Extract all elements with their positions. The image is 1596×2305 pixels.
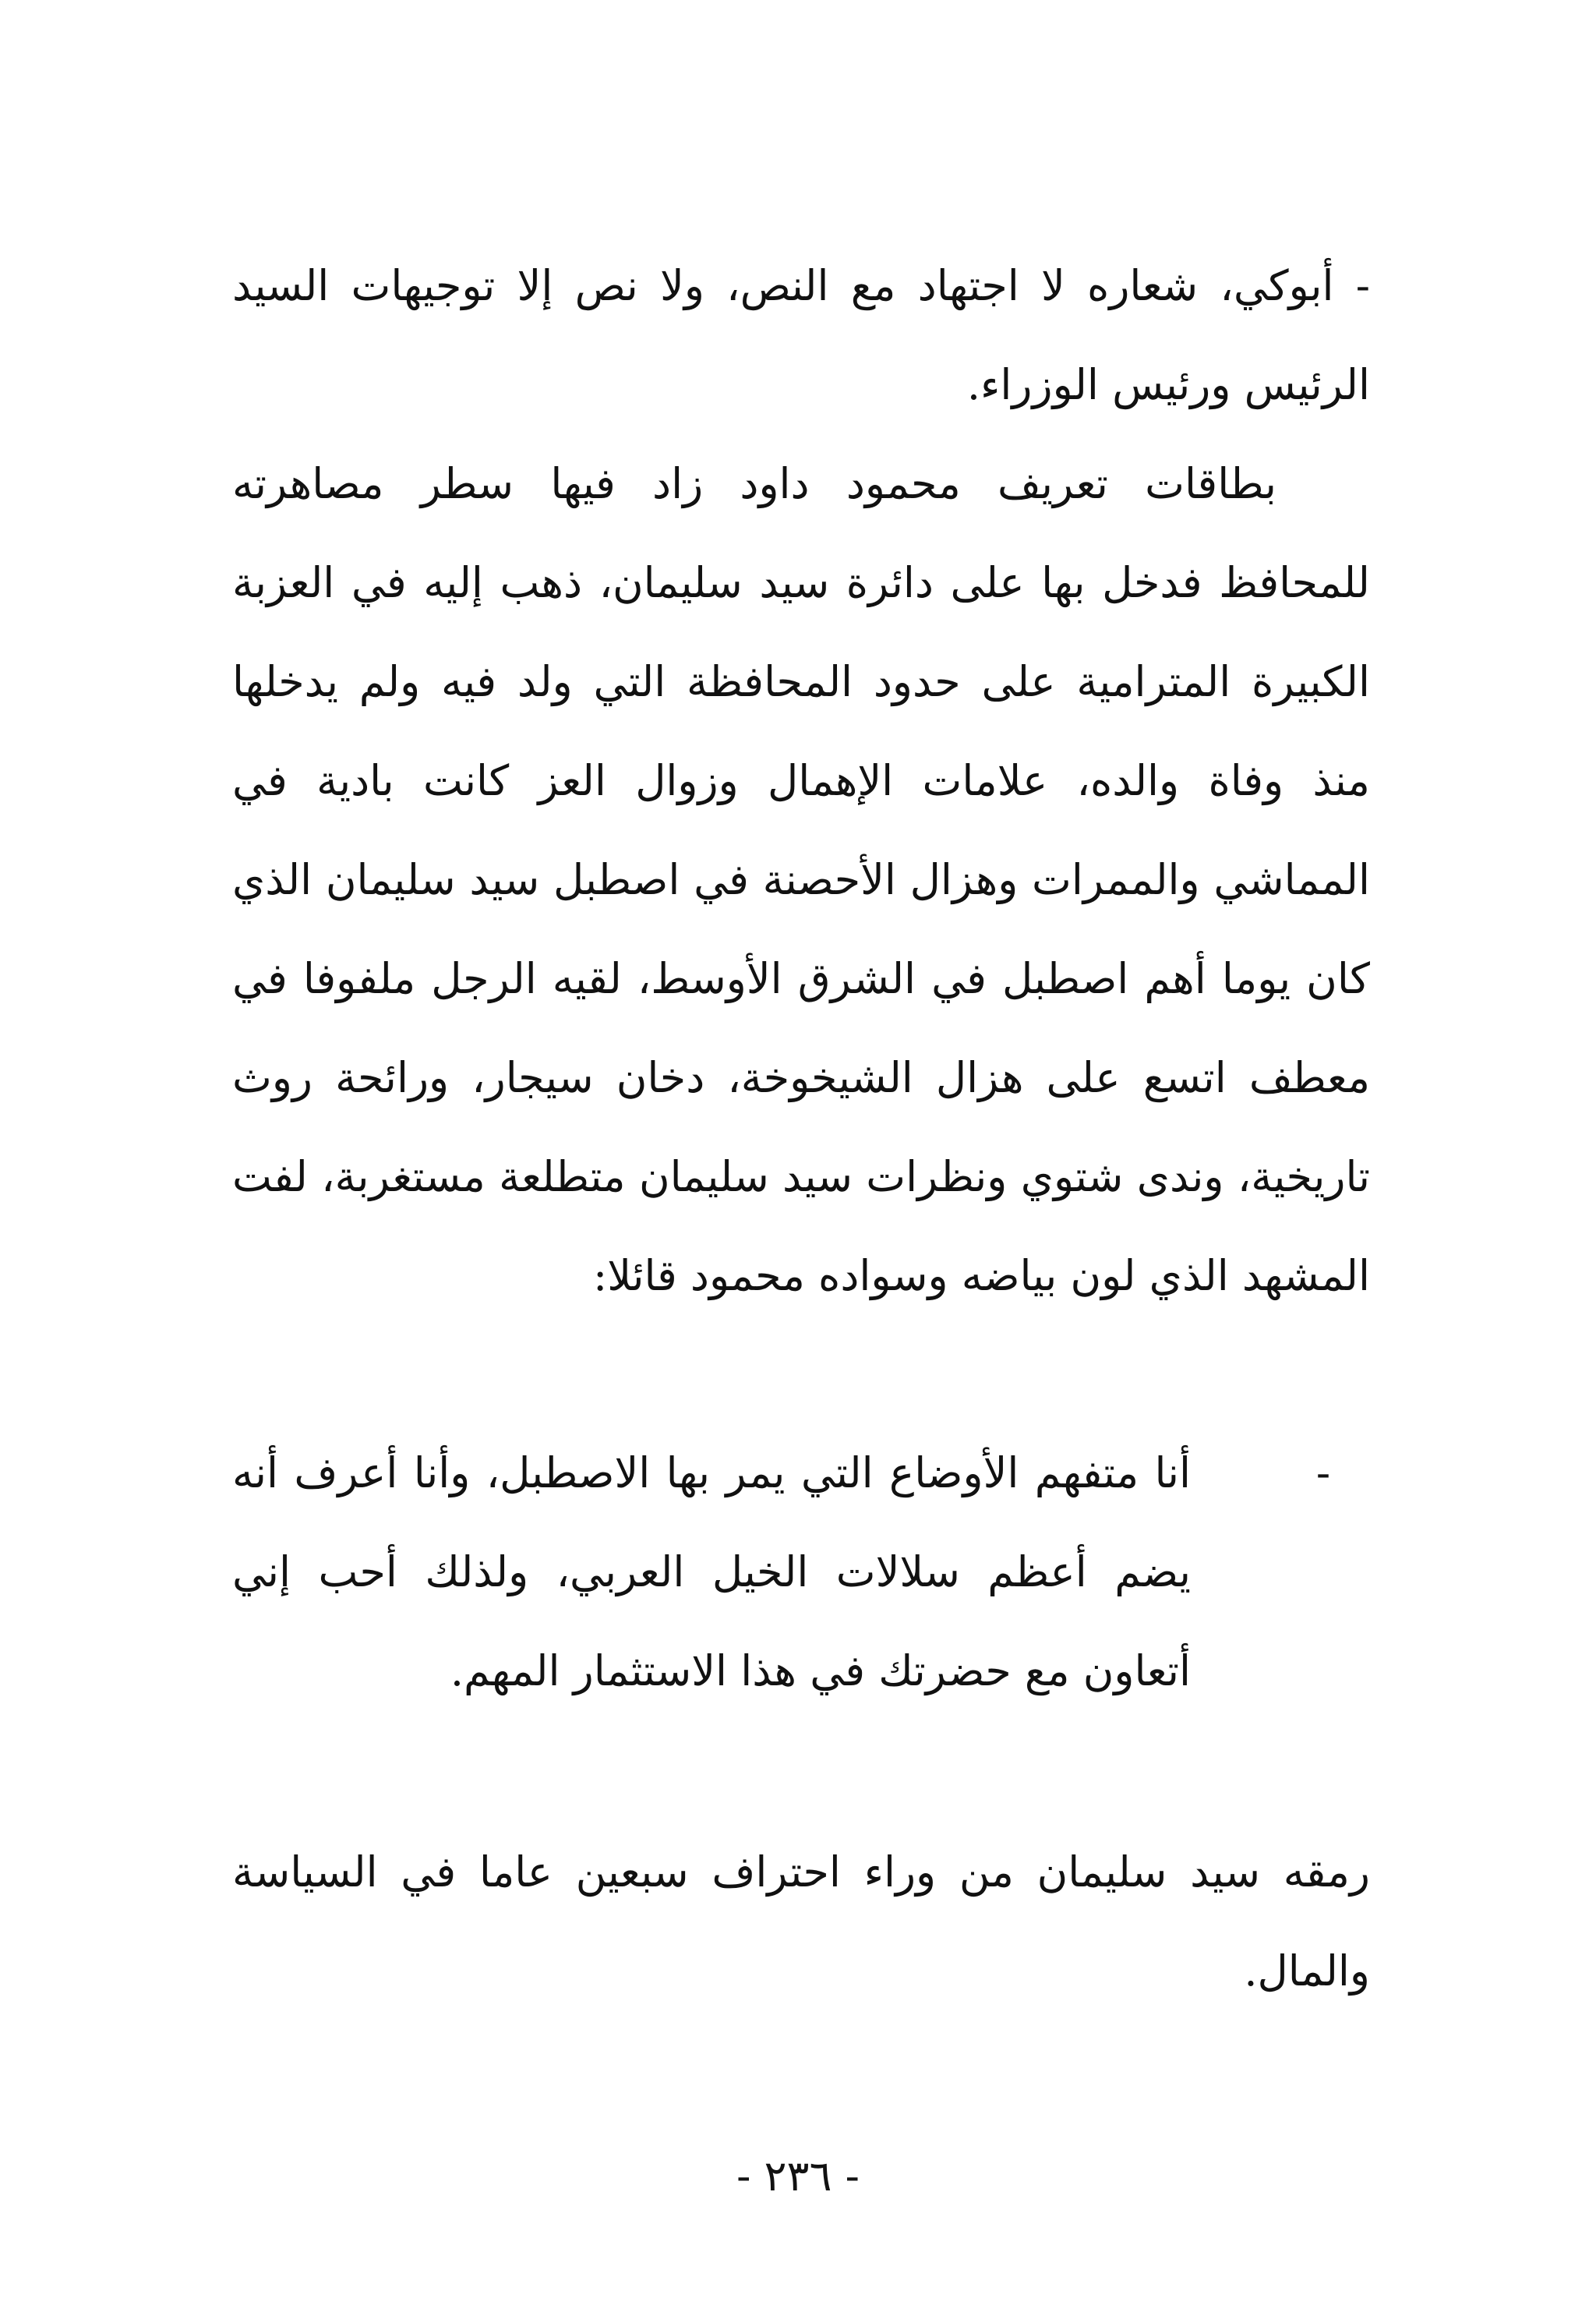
page-number: - ٢٣٦ - <box>736 2151 860 2201</box>
paragraph-2: بطاقات تعريف محمود داود زاد فيها سطر مصاهرته للمحافظ فدخل بها على دائرة سيد سليمان، ذهب إليه في العزبة الكبيرة المترامية على حدود المحافظة التي ولد فيه ولم يدخلها منذ وفاة والده، علامات الإهمال وزوال العز كانت بادية في المماشي والممرات وهزال الأحصنة في اصطبل سيد سليمان الذي كان يوما أهم اصطبل في الشرق الأوسط، لقيه الرجل ملفوفا في معطف اتسع على هزال الشيخوخة، دخان سيجار، ورائحة روث تاريخية، وندى شتوي ونظرات سيد سليمان متطلعة مستغربة، لفت المشهد الذي لون بياضه وسواده محمود قائلا: <box>232 459 1370 1300</box>
paragraph-3-dialogue: أنا متفهم الأوضاع التي يمر بها الاصطبل، وأنا أعرف أنه يضم أعظم سلالات الخيل العربي، ولذلك أحب إني أتعاون مع حضرتك في هذا الاستثمار المهم. <box>232 1448 1191 1695</box>
paragraph-4: رمقه سيد سليمان من وراء احتراف سبعين عاما في السياسة والمال. <box>232 1847 1370 1996</box>
paragraph-1: - أبوكي، شعاره لا اجتهاد مع النص، ولا نص إلا توجيهات السيد الرئيس ورئيس الوزراء. <box>232 261 1370 409</box>
dialogue-dash: - <box>1315 1448 1331 1497</box>
